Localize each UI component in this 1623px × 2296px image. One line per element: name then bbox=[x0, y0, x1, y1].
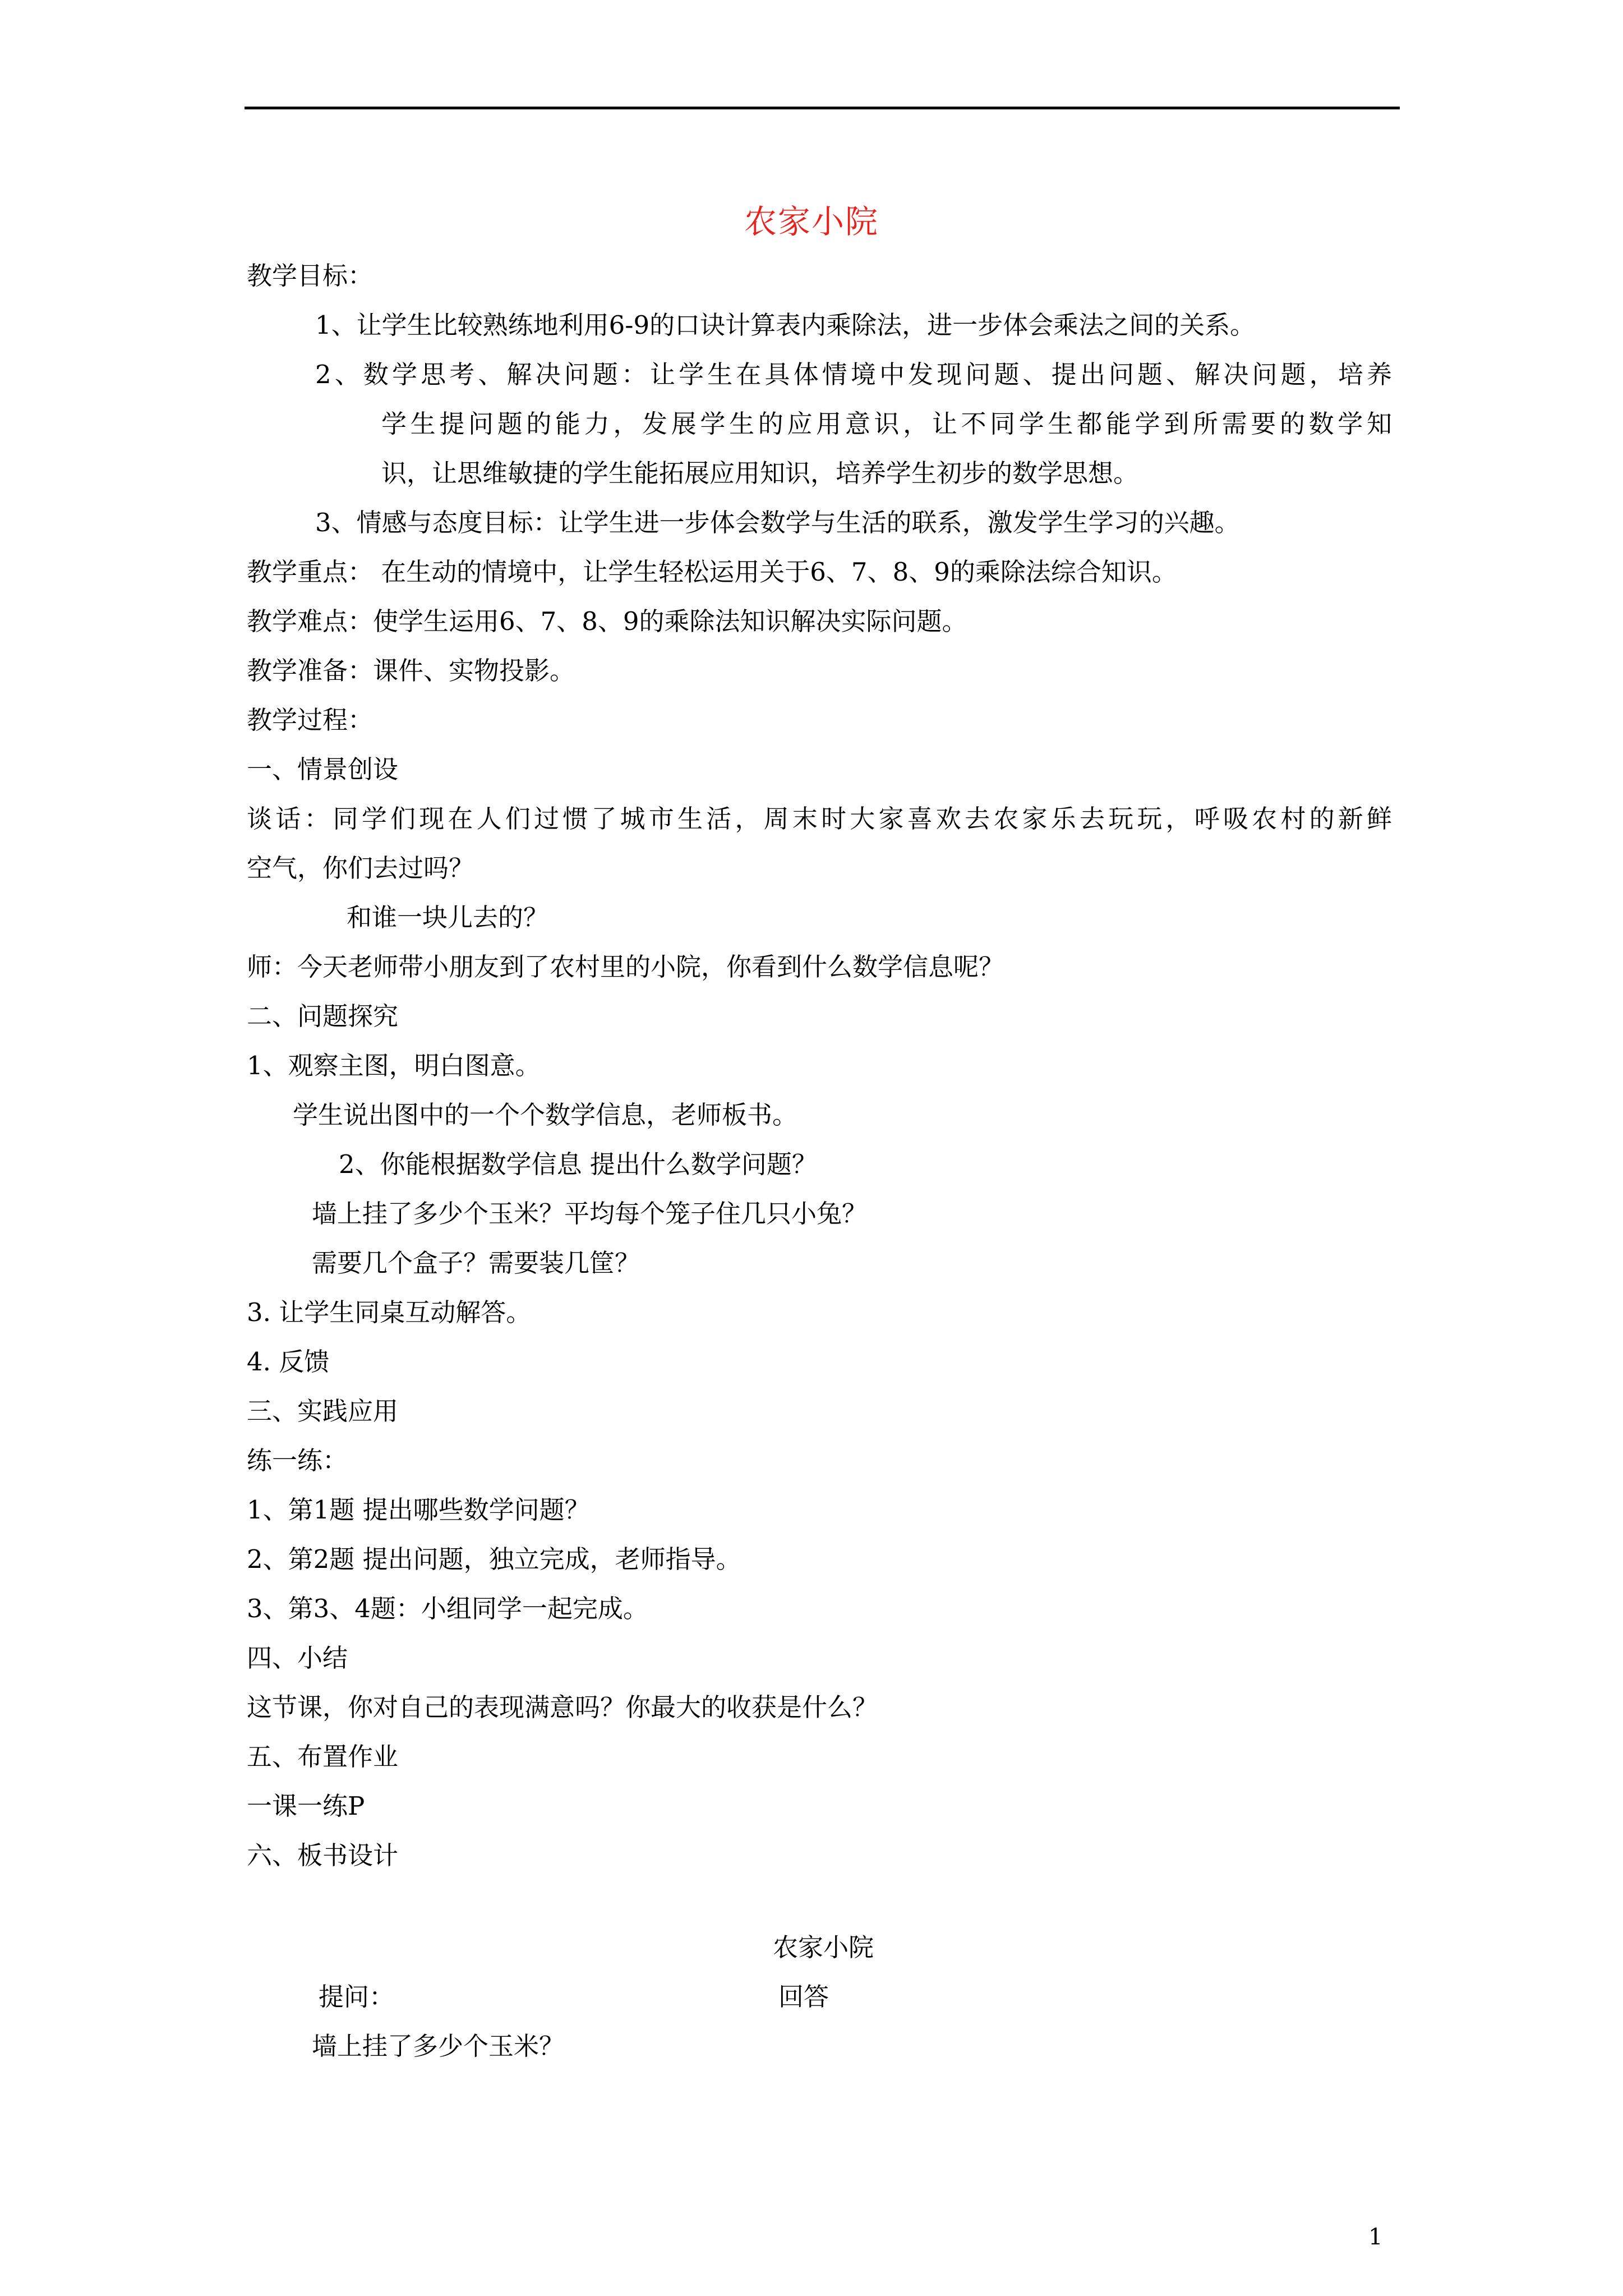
key-points: 教学重点： 在生动的情境中，让学生轻松运用关于6、7、8、9的乘除法综合知识。 bbox=[247, 557, 1177, 587]
page-title: 农家小院 bbox=[744, 203, 879, 241]
step-3: 3. 让学生同桌互动解答。 bbox=[247, 1297, 532, 1327]
step-4: 4. 反馈 bbox=[247, 1347, 330, 1377]
board-answer-label: 回答 bbox=[778, 1982, 829, 2012]
board-question: 墙上挂了多少个玉米？ bbox=[312, 2031, 565, 2061]
board-title: 农家小院 bbox=[773, 1932, 874, 1962]
objectives-heading: 教学目标： bbox=[247, 261, 374, 291]
practice-3: 3、第3、4题：小组同学一起完成。 bbox=[247, 1594, 648, 1623]
process-heading: 教学过程： bbox=[247, 705, 374, 735]
objective-2-line-1: 2、数学思考、解决问题：让学生在具体情境中发现问题、提出问题、解决问题，培养 bbox=[315, 360, 1392, 389]
header-rule bbox=[245, 107, 1400, 109]
objective-3: 3、情感与态度目标：让学生进一步体会数学与生活的联系，激发学生学习的兴趣。 bbox=[315, 508, 1240, 537]
talk-line-1: 谈话：同学们现在人们过惯了城市生活，周末时大家喜欢去农家乐去玩玩，呼吸农村的新鲜 bbox=[247, 804, 1392, 834]
objective-1: 1、让学生比较熟练地利用6-9的口诀计算表内乘除法，进一步体会乘法之间的关系。 bbox=[315, 310, 1256, 340]
section-3-heading: 三、实践应用 bbox=[247, 1396, 399, 1426]
section-1-heading: 一、情景创设 bbox=[247, 754, 399, 784]
section-4-heading: 四、小结 bbox=[247, 1643, 348, 1673]
board-ask-label: 提问： bbox=[319, 1982, 395, 2012]
objective-2-line-2: 学生提问题的能力，发展学生的应用意识，让不同学生都能学到所需要的数学知 bbox=[381, 409, 1392, 439]
step-1-detail: 学生说出图中的一个个数学信息，老师板书。 bbox=[293, 1100, 798, 1130]
preparation: 教学准备：课件、实物投影。 bbox=[247, 656, 575, 685]
step-1: 1、观察主图，明白图意。 bbox=[247, 1051, 541, 1080]
homework: 一课一练P bbox=[247, 1791, 365, 1821]
talk-line-3: 和谁一块儿去的？ bbox=[347, 903, 549, 932]
practice-1: 1、第1题 提出哪些数学问题？ bbox=[247, 1495, 590, 1525]
section-5-heading: 五、布置作业 bbox=[247, 1742, 399, 1772]
objective-2-line-3: 识，让思维敏捷的学生能拓展应用知识，培养学生初步的数学思想。 bbox=[381, 458, 1139, 488]
question-a: 墙上挂了多少个玉米？平均每个笼子住几只小兔？ bbox=[312, 1199, 868, 1228]
difficulties: 教学难点：使学生运用6、7、8、9的乘除法知识解决实际问题。 bbox=[247, 606, 967, 636]
step-2: 2、你能根据数学信息 提出什么数学问题？ bbox=[339, 1149, 817, 1179]
practice-heading: 练一练： bbox=[247, 1446, 348, 1475]
teacher-line: 师：今天老师带小朋友到了农村里的小院，你看到什么数学信息呢？ bbox=[247, 952, 1004, 982]
section-6-heading: 六、板书设计 bbox=[247, 1841, 399, 1870]
section-2-heading: 二、问题探究 bbox=[247, 1001, 399, 1031]
page-number: 1 bbox=[1368, 2224, 1383, 2250]
practice-2: 2、第2题 提出问题，独立完成，老师指导。 bbox=[247, 1544, 741, 1574]
summary: 这节课，你对自己的表现满意吗？你最大的收获是什么？ bbox=[247, 1692, 878, 1722]
talk-line-2: 空气，你们去过吗？ bbox=[247, 853, 474, 883]
question-b: 需要几个盒子？需要装几筐？ bbox=[312, 1248, 640, 1278]
